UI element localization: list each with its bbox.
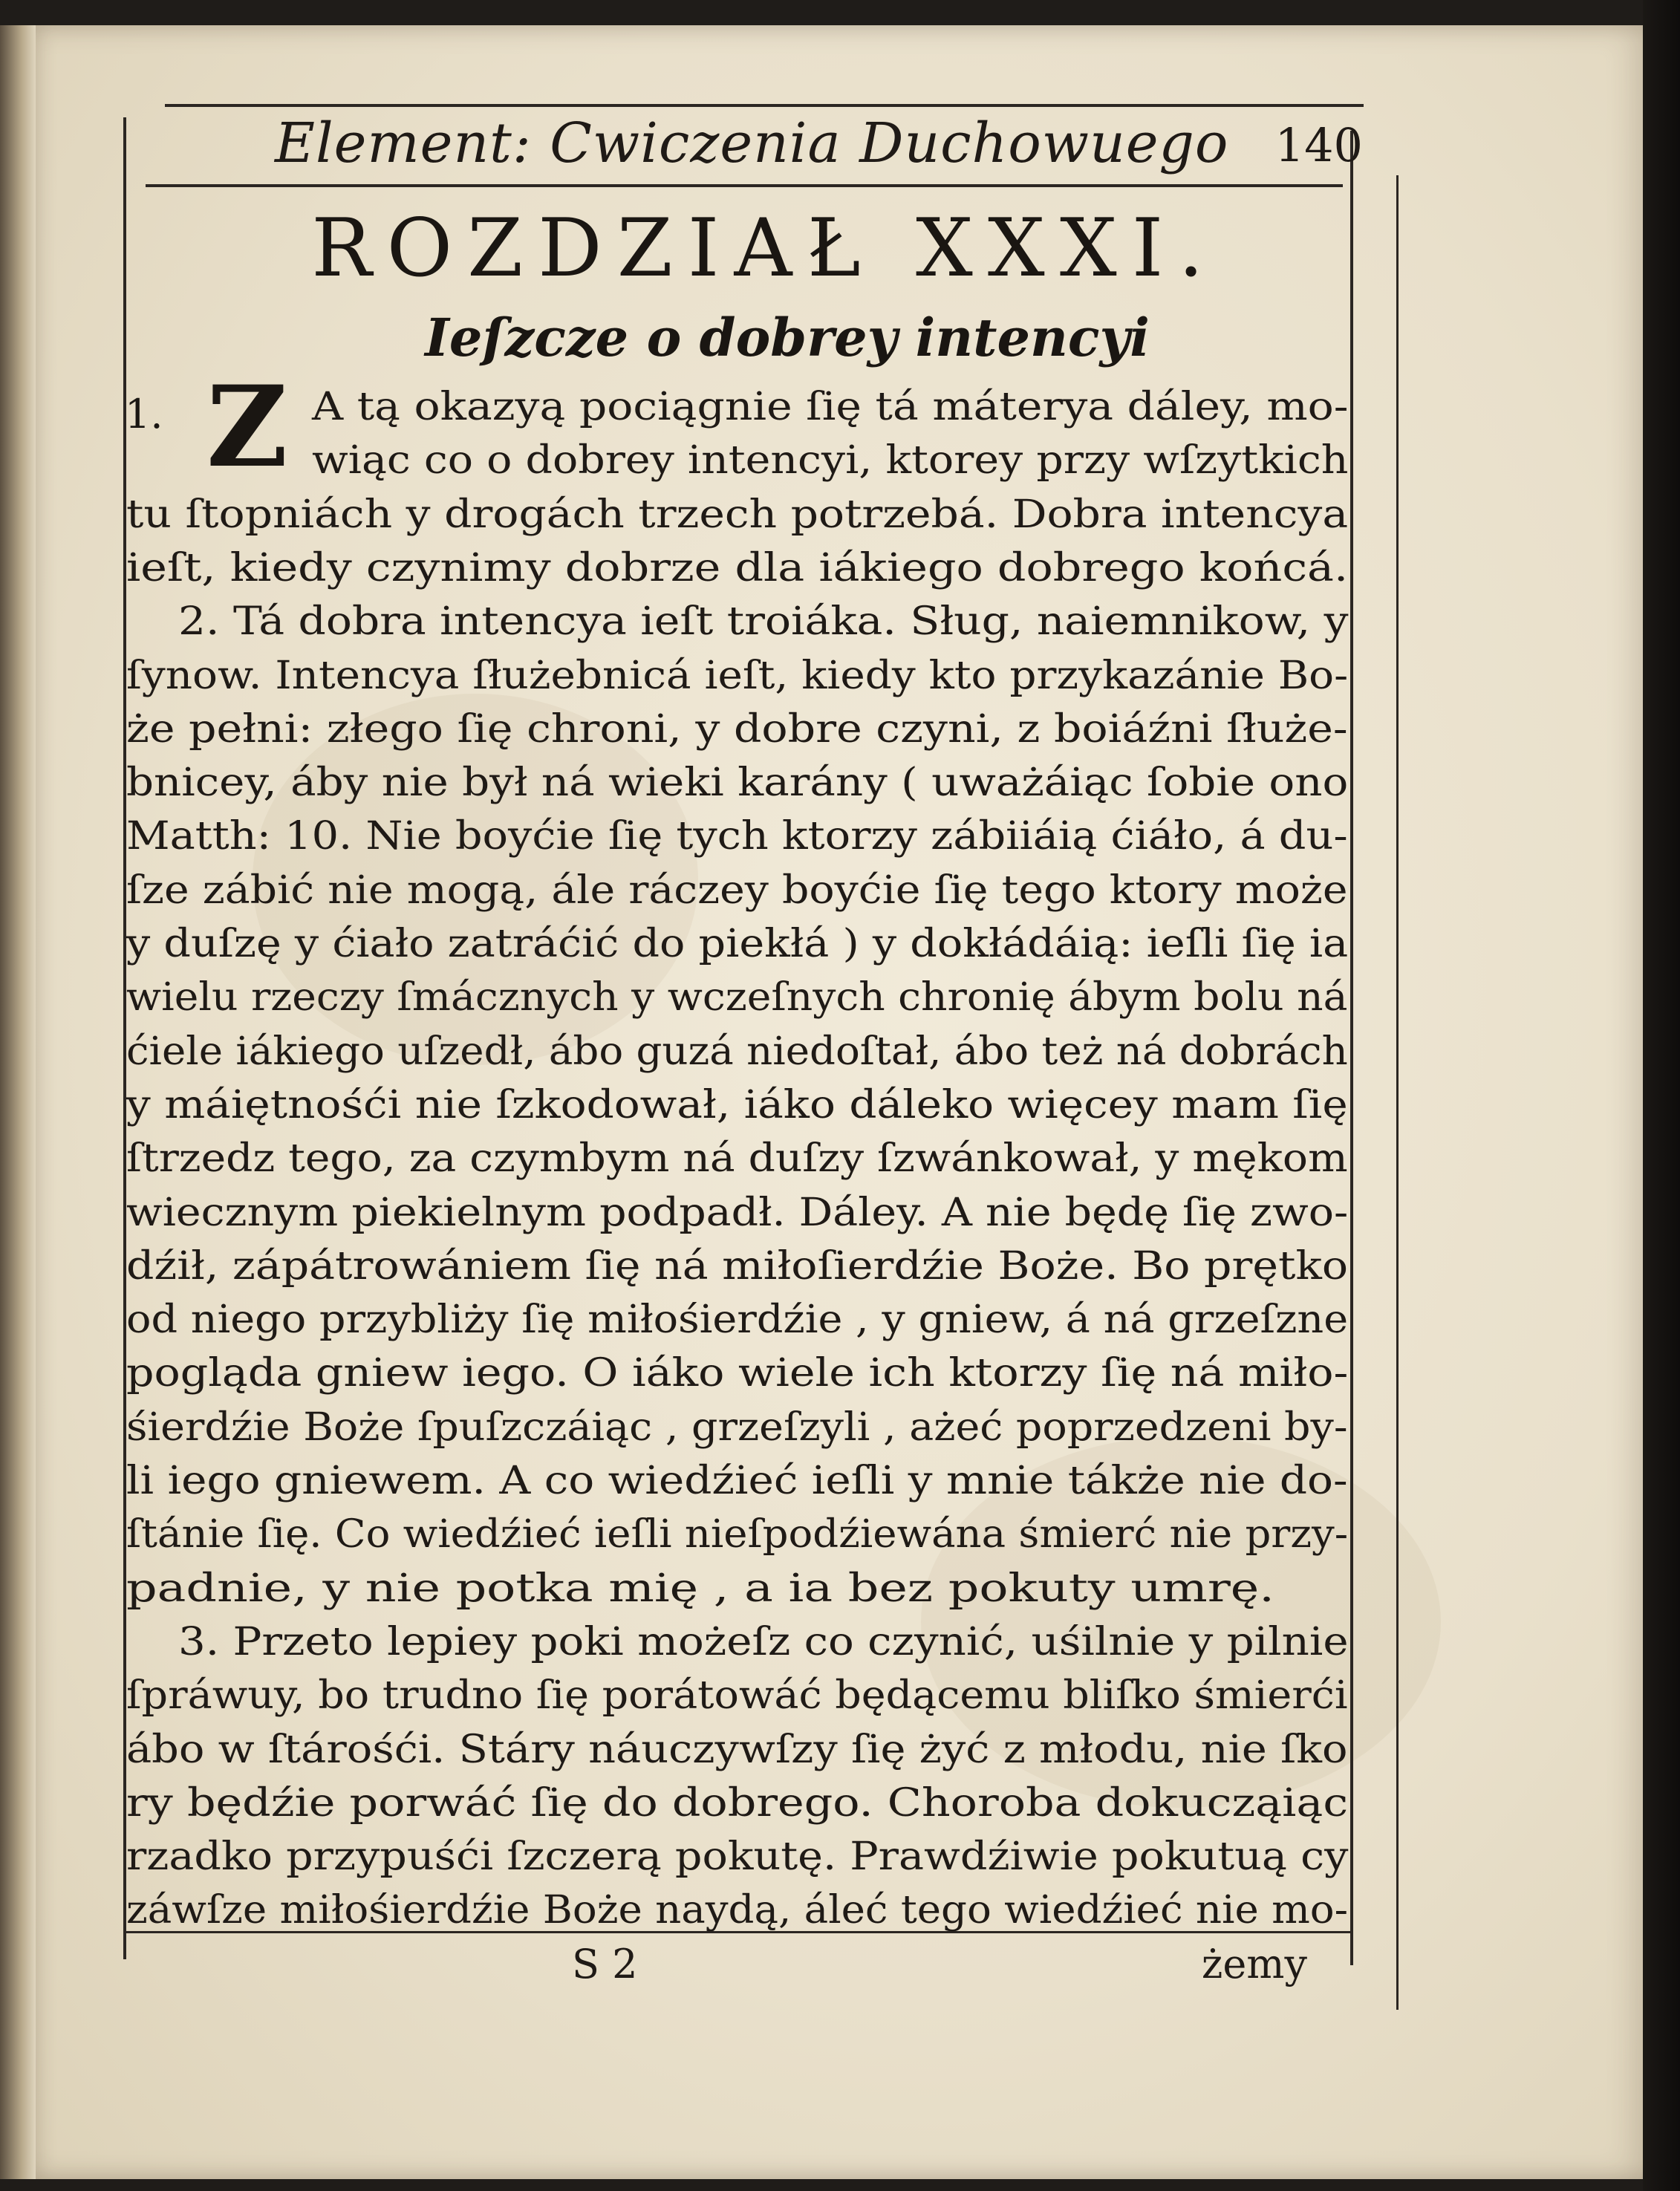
text-line: y duſzę y ćiało zatráćić do piekłá ) y dokłádáią: ieſli ſię ia bbox=[126, 922, 1349, 966]
text-line: ćiele iákiego uſzedł, ábo guzá niedoſtał, ábo też ná dobrách bbox=[126, 1029, 1348, 1074]
text-line: ſze zábić nie mogą, ále ráczey boyćie ſię tego ktory może bbox=[126, 867, 1348, 913]
signature-mark: S 2 bbox=[572, 1941, 638, 1987]
catchword: żemy bbox=[1201, 1941, 1307, 1987]
text-line: ſynow. Intencya ſłużebnicá ieſt, kiedy kto przykazánie Bo- bbox=[126, 653, 1349, 698]
header-rule bbox=[146, 184, 1343, 187]
drop-cap: Z bbox=[206, 362, 288, 492]
text-line: 3. Przeto lepiey poki możeſz co czynić, uśilnie y pilnie bbox=[178, 1619, 1349, 1664]
text-line: záwſze miłośierdźie Boże naydą, áleć tego wiedźieć nie mo- bbox=[126, 1888, 1349, 1933]
right-frame-rule bbox=[1350, 131, 1353, 1965]
book-gutter bbox=[0, 25, 36, 2179]
text-line: padnie, y nie potka mię , a ia bez pokuty umrę. bbox=[126, 1566, 1274, 1611]
text-line: że pełni: złego ſię chroni, y dobre czyni, z boiáźni ſłuże- bbox=[126, 706, 1348, 752]
text-line: y máiętnośći nie ſzkodował, iáko dáleko więcey mam ſię bbox=[126, 1082, 1348, 1127]
text-line: A tą okazyą pociągnie ſię tá máterya dáley, mo- bbox=[312, 385, 1349, 429]
paragraph-number: 1. bbox=[125, 391, 163, 437]
text-line: ry będźie porwáć ſię do dobrego. Choroba dokucząiąc bbox=[126, 1780, 1349, 1826]
text-line: 2. Tá dobra intencya ieſt troiáka. Sług, naiemnikow, y bbox=[178, 599, 1349, 645]
chapter-subtitle: Ieſzcze o dobrey intencyi bbox=[425, 307, 1150, 368]
text-line: wiąc co o dobrey intencyi, ktorey przy wſzytkich bbox=[312, 438, 1349, 484]
text-line: bnicey, áby nie był ná wieki karány ( uważáiąc ſobie ono bbox=[126, 761, 1349, 806]
scan-edge bbox=[1643, 0, 1680, 2191]
text-line: li iego gniewem. A co wiedźieć ieſli y mnie tákże nie do- bbox=[126, 1459, 1348, 1503]
text-line: ſtánie ſię. Co wiedźieć ieſli nieſpodźiewána śmierć nie przy- bbox=[126, 1512, 1349, 1557]
text-line: ábo w ſtárośći. Stáry náuczywſzy ſię żyć z młodu, nie ſko bbox=[126, 1727, 1348, 1772]
outer-right-rule bbox=[1396, 175, 1399, 2010]
text-line: ſtrzedz tego, za czymbym ná duſzy ſzwánkował, y mękom bbox=[126, 1136, 1348, 1182]
text-line: pogląda gniew iego. O iáko wiele ich ktorzy ſię ná miło- bbox=[126, 1351, 1349, 1396]
text-line: wiecznym piekielnym podpadł. Dáley. A nie będę ſię zwo- bbox=[126, 1190, 1349, 1235]
chapter-title: ROZDZIAŁ XXXI. bbox=[311, 202, 1219, 295]
text-line: od niego przybliży ſię miłośierdźie , y gniew, á ná grzeſzne bbox=[126, 1298, 1349, 1343]
text-line: dźił, zápátrowániem ſię ná miłoſierdźie Boże. Bo prętko bbox=[126, 1243, 1349, 1289]
text-line: wielu rzeczy ſmácznych y wczeſnych chronię ábym bolu ná bbox=[126, 975, 1348, 1020]
page-number: 140 bbox=[1274, 118, 1363, 172]
text-line: ieſt, kiedy czynimy dobrze dla iákiego dobrego końcá. bbox=[126, 545, 1349, 590]
text-line: tu ſtopniách y drogách trzech potrzebá. Dobra intencya bbox=[126, 492, 1349, 537]
text-line: Matth: 10. Nie boyćie ſię tych ktorzy zábiiáią ćiáło, á du- bbox=[126, 814, 1348, 859]
text-line: rzadko przypuśći ſzczerą pokutę. Prawdźiwie pokutuą cy bbox=[126, 1834, 1349, 1880]
text-line: ſpráwuy, bo trudno ſię porátowáć będącemu bliſko śmierći bbox=[126, 1673, 1348, 1719]
running-title: Element: Cwiczenia Duchowuego bbox=[275, 111, 1229, 175]
text-line: śierdźie Boże ſpuſzczáiąc , grzeſzyli , ażeć poprzedzeni by- bbox=[126, 1404, 1348, 1450]
